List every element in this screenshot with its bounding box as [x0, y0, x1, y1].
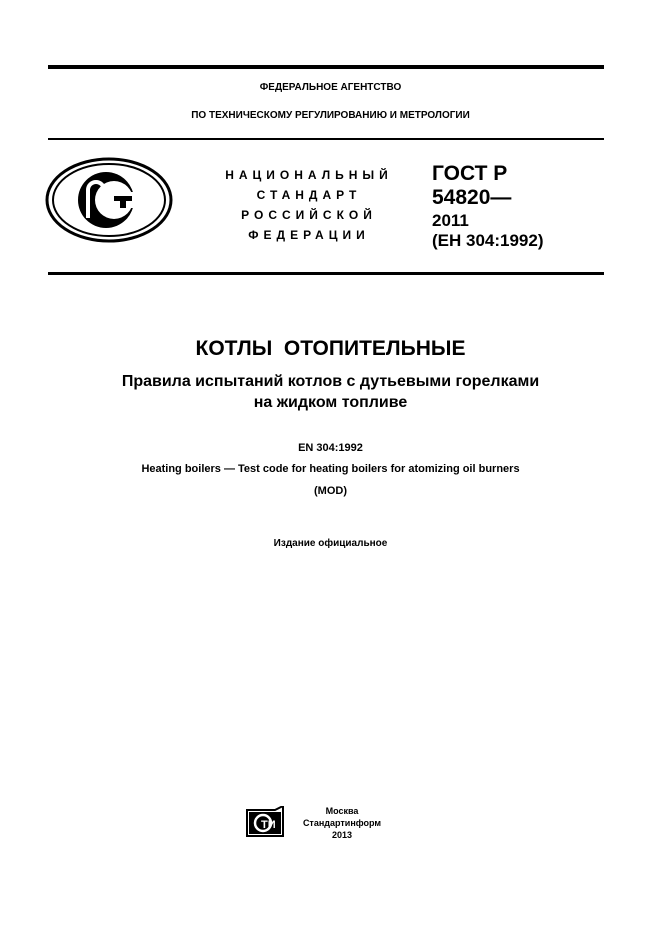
gost-year: 2011: [432, 211, 469, 230]
publisher-city: Москва: [325, 806, 359, 816]
publication-year: 2013: [331, 830, 353, 840]
subtitle-line2: на жидком топливе: [253, 394, 408, 411]
en-mod: (MOD): [314, 485, 347, 497]
standartinform-logo: [245, 806, 285, 840]
agency-line2: ПО ТЕХНИЧЕСКОМУ РЕГУЛИРОВАНИЮ И МЕТРОЛОГИИ: [191, 110, 470, 121]
gost-number: 54820—: [432, 186, 512, 209]
publisher-name: Стандартинформ: [302, 818, 382, 828]
gost-designation: ГОСТ Р: [432, 162, 508, 185]
agency-line1: ФЕДЕРАЛЬНОЕ АГЕНТСТВО: [259, 82, 402, 93]
gost-r-logo: [44, 156, 174, 244]
national-l4: ФЕДЕРАЦИИ: [248, 228, 370, 242]
edition-label: Издание официальное: [273, 538, 388, 549]
national-l3: РОССИЙСКОЙ: [241, 208, 377, 222]
subtitle-line1: Правила испытаний котлов с дутьевыми горелками: [121, 373, 540, 390]
en-title: Heating boilers — Test code for heating boilers for atomizing oil burners: [141, 463, 520, 475]
svg-text:ТИ: ТИ: [261, 819, 276, 831]
top-rule: [48, 65, 604, 69]
national-l1: НАЦИОНАЛЬНЫЙ: [225, 168, 393, 182]
middle-rule: [48, 138, 604, 140]
national-l2: СТАНДАРТ: [256, 188, 362, 202]
en-equivalent: (ЕН 304:1992): [432, 231, 544, 250]
bottom-rule: [48, 272, 604, 275]
en-code: EN 304:1992: [298, 442, 363, 454]
main-title: КОТЛЫ ОТОПИТЕЛЬНЫЕ: [195, 337, 466, 360]
